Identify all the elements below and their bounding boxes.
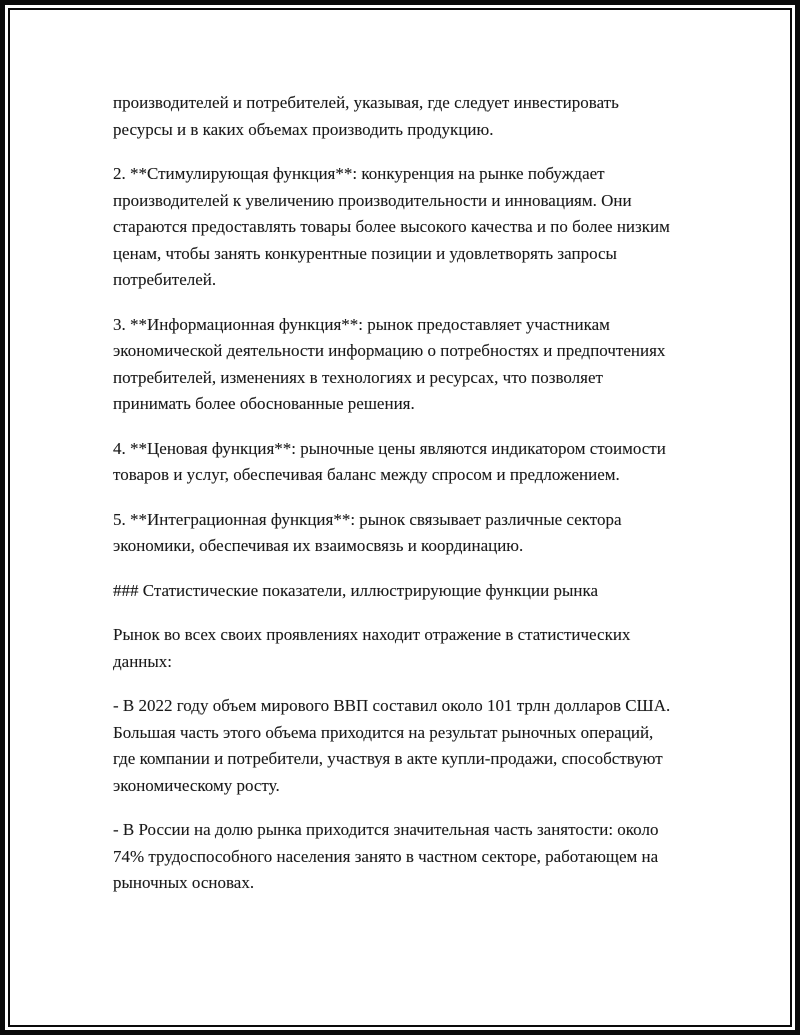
paragraph-price-function: 4. **Ценовая функция**: рыночные цены являются индикатором стоимости товаров и услуг, обеспечивая баланс между спросом и предложением. bbox=[113, 438, 666, 484]
heading-statistics-section: ### Статистические показатели, иллюстрирующие функции рынка bbox=[113, 580, 599, 600]
paragraph-stimulating-function: 2. **Стимулирующая функция**: конкуренция на рынке побуждает производителей к увеличению производительности и инновациям. Они стараются предоставлять товары более высокого качества и по более низким ценам, чтобы занять конкурентные позиции и удовлетворять запросы потребителей. bbox=[113, 164, 670, 289]
paragraph-information-function: 3. **Информационная функция**: рынок предоставляет участникам экономической деятельности информацию о потребностях и предпочтениях потребителей, изменениях в технологиях и ресурсах, что позволяет принимать более обоснованные решения. bbox=[113, 314, 666, 413]
paragraph-statistics-intro: Рынок во всех своих проявлениях находит отражение в статистических данных: bbox=[113, 625, 631, 671]
paragraph-integration-function: 5. **Интеграционная функция**: рынок связывает различные сектора экономики, обеспечивая их взаимосвязь и координацию. bbox=[113, 509, 622, 555]
document-content bbox=[113, 90, 675, 897]
paragraph-regulating-function-continuation: производителей и потребителей, указывая, где следует инвестировать ресурсы и в каких объемах производить продукцию. bbox=[113, 93, 619, 139]
paragraph-world-gdp-statistic: - В 2022 году объем мирового ВВП составил около 101 трлн долларов США. Большая часть этого объема приходится на результат рыночных операций, где компании и потребители, участвуя в акте купли-продажи, способствуют экономическому росту. bbox=[113, 696, 671, 795]
paragraph-russia-employment-statistic: - В России на долю рынка приходится значительная часть занятости: около 74% трудоспособного населения занято в частном секторе, работающем на рыночных основах. bbox=[113, 820, 659, 892]
